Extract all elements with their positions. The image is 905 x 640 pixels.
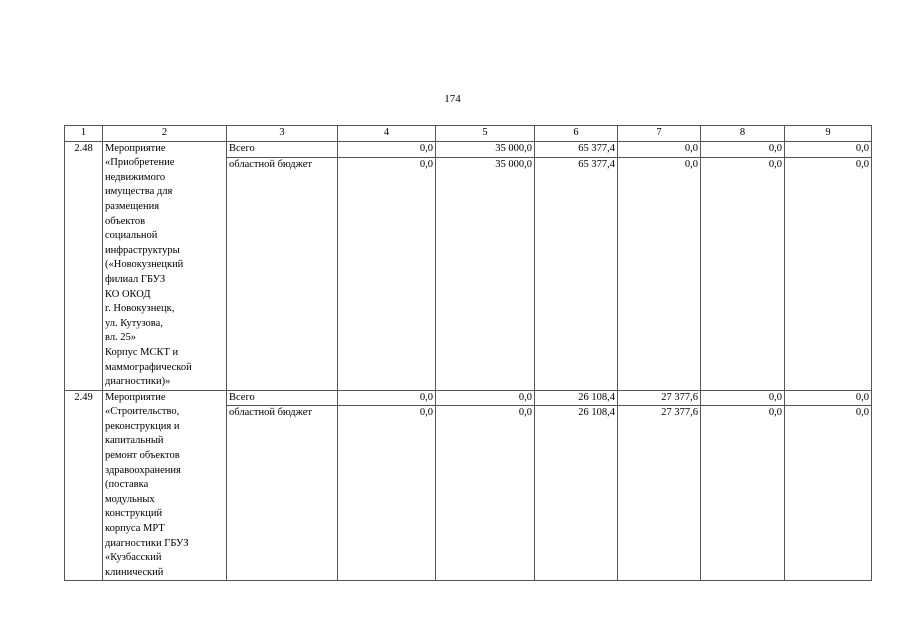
value-cell: 0,0 (618, 157, 701, 390)
header-cell: 8 (701, 126, 785, 142)
row-number: 2.48 (65, 141, 103, 390)
value-cell: 35 000,0 (436, 141, 535, 157)
table-row (65, 141, 872, 157)
value-cell: 0,0 (701, 157, 785, 390)
table-header-row (65, 126, 872, 142)
header-cell: 4 (338, 126, 436, 142)
value-cell: 26 108,4 (535, 406, 618, 581)
value-cell: 0,0 (701, 406, 785, 581)
header-cell: 1 (65, 126, 103, 142)
value-cell: 0,0 (618, 141, 701, 157)
header-cell: 6 (535, 126, 618, 142)
value-cell: 0,0 (338, 141, 436, 157)
header-cell: 7 (618, 126, 701, 142)
funding-source: Всего (227, 141, 338, 157)
value-cell: 0,0 (701, 390, 785, 406)
value-cell: 0,0 (785, 157, 872, 390)
value-cell: 26 108,4 (535, 390, 618, 406)
value-cell: 35 000,0 (436, 157, 535, 390)
budget-table (64, 125, 872, 581)
measure-name: Мероприятие «Приобретение недвижимого имущества для размещения объектов социальной инфраструктуры («Новокузнецкий филиал ГБУЗ КО ОКОД г. Новокузнецк, ул. Кутузова, вл. 25» Корпус МСКТ и маммографической диагностики)» (103, 141, 227, 390)
table-row (65, 390, 872, 406)
header-cell: 2 (103, 126, 227, 142)
value-cell: 0,0 (785, 406, 872, 581)
header-cell: 9 (785, 126, 872, 142)
funding-source: Всего (227, 390, 338, 406)
value-cell: 27 377,6 (618, 390, 701, 406)
value-cell: 65 377,4 (535, 157, 618, 390)
value-cell: 0,0 (436, 390, 535, 406)
value-cell: 27 377,6 (618, 406, 701, 581)
row-number: 2.49 (65, 390, 103, 581)
value-cell: 0,0 (338, 406, 436, 581)
value-cell: 0,0 (785, 390, 872, 406)
value-cell: 0,0 (436, 406, 535, 581)
value-cell: 0,0 (701, 141, 785, 157)
value-cell: 0,0 (785, 141, 872, 157)
header-cell: 3 (227, 126, 338, 142)
measure-name: Мероприятие «Строительство, реконструкция и капитальный ремонт объектов здравоохранения (поставка модульных конструкций корпуса МРТ диагностики ГБУЗ «Кузбасский клинический (103, 390, 227, 581)
page-number: 174 (444, 93, 461, 105)
header-cell: 5 (436, 126, 535, 142)
funding-source: областной бюджет (227, 157, 338, 390)
value-cell: 0,0 (338, 390, 436, 406)
funding-source: областной бюджет (227, 406, 338, 581)
value-cell: 65 377,4 (535, 141, 618, 157)
value-cell: 0,0 (338, 157, 436, 390)
